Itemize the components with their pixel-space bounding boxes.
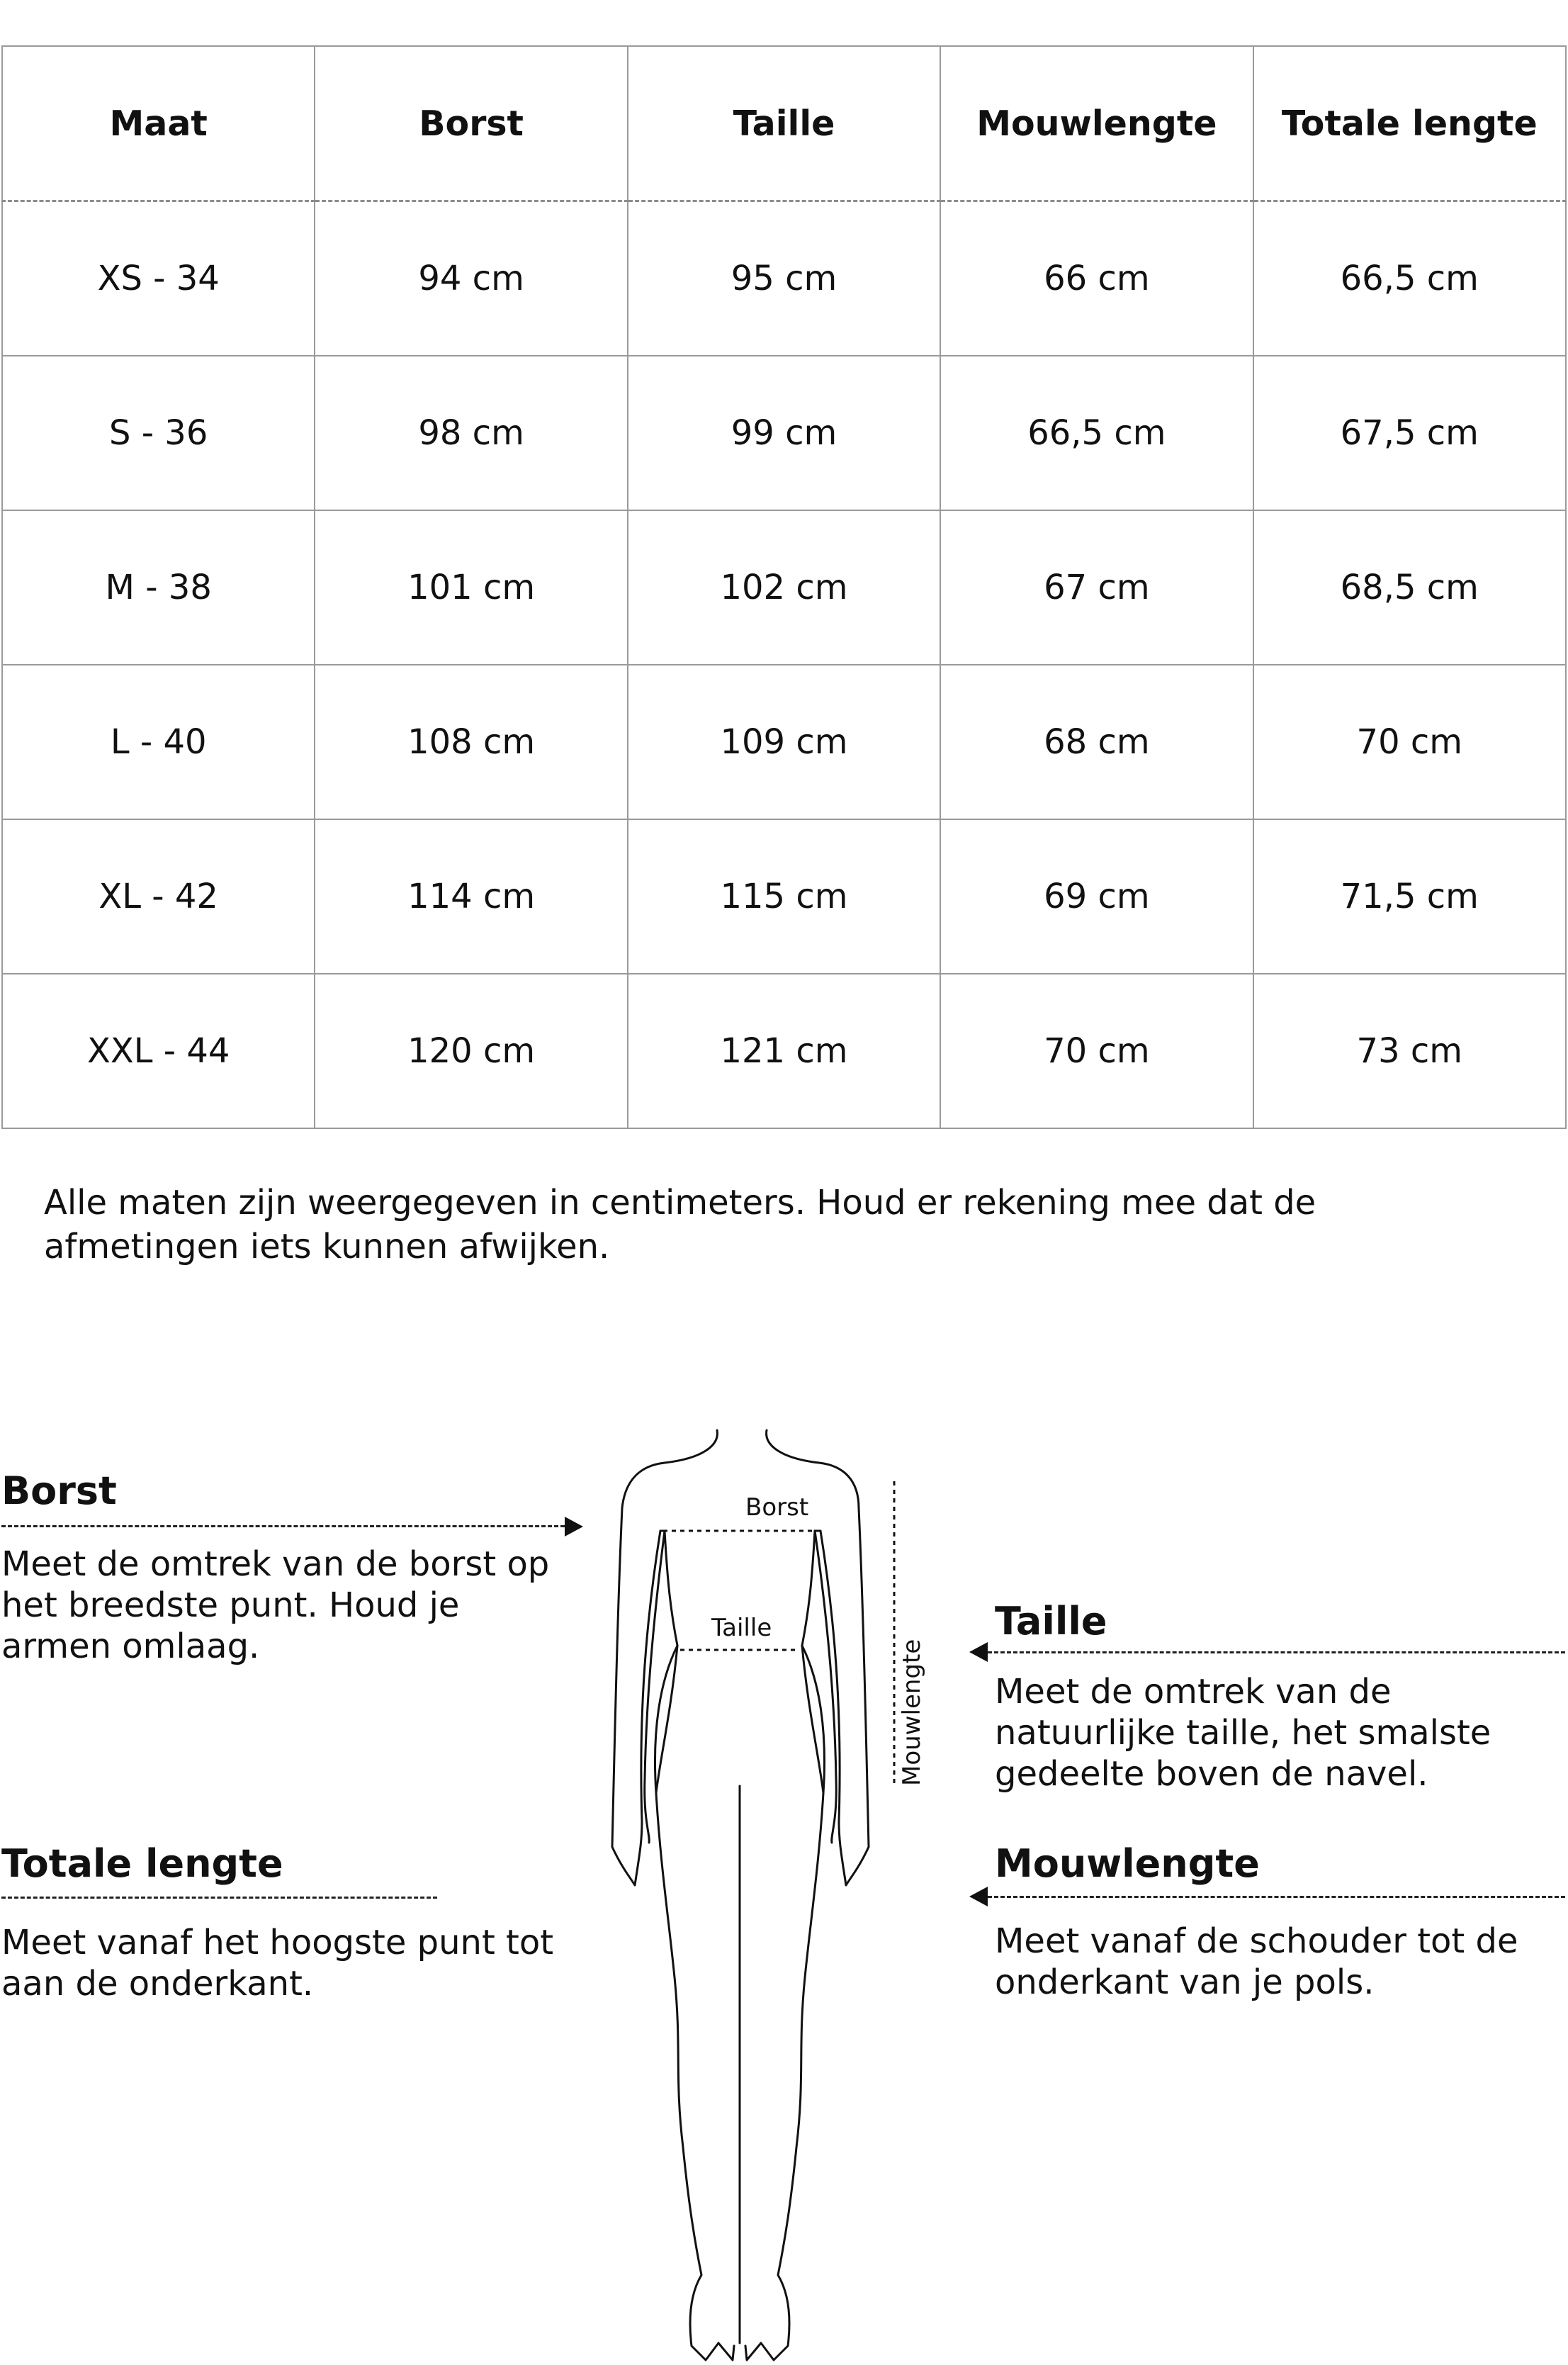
table-row: [2, 974, 1566, 1128]
header-maat: Maat: [2, 46, 315, 201]
table-cell: 99 cm: [628, 356, 940, 510]
table-cell: 120 cm: [315, 974, 627, 1128]
size-table: [1, 45, 1567, 1129]
table-cell: 68,5 cm: [1253, 510, 1566, 665]
table-row: [2, 819, 1566, 974]
mouwlengte-description: Meet vanaf de schouder tot de onderkant van je pols.: [995, 1921, 1518, 2002]
table-cell: 66 cm: [940, 201, 1253, 356]
header-taille: Taille: [628, 46, 940, 201]
table-cell: XL - 42: [2, 819, 315, 974]
table-cell: L - 40: [2, 665, 315, 819]
table-row: [2, 356, 1566, 510]
table-cell: 71,5 cm: [1253, 819, 1566, 974]
table-cell: 102 cm: [628, 510, 940, 665]
borst-heading: Borst: [1, 1468, 117, 1513]
table-cell: 68 cm: [940, 665, 1253, 819]
table-cell: 114 cm: [315, 819, 627, 974]
table-cell: 95 cm: [628, 201, 940, 356]
totale-lengte-description: Meet vanaf het hoogste punt tot aan de onderkant.: [1, 1923, 554, 2004]
table-cell: 73 cm: [1253, 974, 1566, 1128]
table-row: [2, 201, 1566, 356]
table-row: [2, 665, 1566, 819]
body-outline-icon: [581, 1425, 926, 2362]
mouwlengte-dashed-line: [988, 1896, 1565, 1898]
borst-dashed-line: [1, 1525, 565, 1527]
table-cell: 109 cm: [628, 665, 940, 819]
table-row: [2, 510, 1566, 665]
table-cell: 66,5 cm: [940, 356, 1253, 510]
totale-lengte-heading: Totale lengte: [1, 1841, 283, 1886]
table-cell: 108 cm: [315, 665, 627, 819]
taille-description: Meet de omtrek van de natuurlijke taille, het smalste gedeelte boven de navel.: [995, 1672, 1491, 1794]
figure-label-borst: Borst: [745, 1493, 809, 1522]
header-totale-lengte: Totale lengte: [1253, 46, 1566, 201]
totale-lengte-dashed-line: [1, 1897, 437, 1899]
table-cell: 98 cm: [315, 356, 627, 510]
table-cell: 101 cm: [315, 510, 627, 665]
table-cell: 70 cm: [940, 974, 1253, 1128]
table-cell: 70 cm: [1253, 665, 1566, 819]
arrow-left-icon: [969, 1887, 988, 1906]
header-borst: Borst: [315, 46, 627, 201]
borst-description: Meet de omtrek van de borst op het breedste punt. Houd je armen omlaag.: [1, 1544, 550, 1666]
table-cell: XXL - 44: [2, 974, 315, 1128]
taille-dashed-line: [988, 1651, 1565, 1653]
measurement-note: Alle maten zijn weergegeven in centimeters. Houd er rekening mee dat de afmetingen iets kunnen afwijken.: [44, 1183, 1316, 1266]
table-cell: 121 cm: [628, 974, 940, 1128]
table-cell: XS - 34: [2, 201, 315, 356]
table-cell: 66,5 cm: [1253, 201, 1566, 356]
arrow-left-icon: [969, 1642, 988, 1662]
mouwlengte-heading: Mouwlengte: [995, 1841, 1260, 1886]
table-cell: S - 36: [2, 356, 315, 510]
table-cell: M - 38: [2, 510, 315, 665]
figure-label-taille: Taille: [711, 1614, 772, 1642]
body-figure: [581, 1425, 926, 2362]
header-mouwlengte: Mouwlengte: [940, 46, 1253, 201]
table-cell: 115 cm: [628, 819, 940, 974]
table-cell: 69 cm: [940, 819, 1253, 974]
table-cell: 94 cm: [315, 201, 627, 356]
taille-heading: Taille: [995, 1599, 1107, 1644]
table-cell: 67 cm: [940, 510, 1253, 665]
figure-label-mouwlengte: Mouwlengte: [898, 1639, 926, 1786]
table-cell: 67,5 cm: [1253, 356, 1566, 510]
table-header-row: [2, 46, 1566, 201]
